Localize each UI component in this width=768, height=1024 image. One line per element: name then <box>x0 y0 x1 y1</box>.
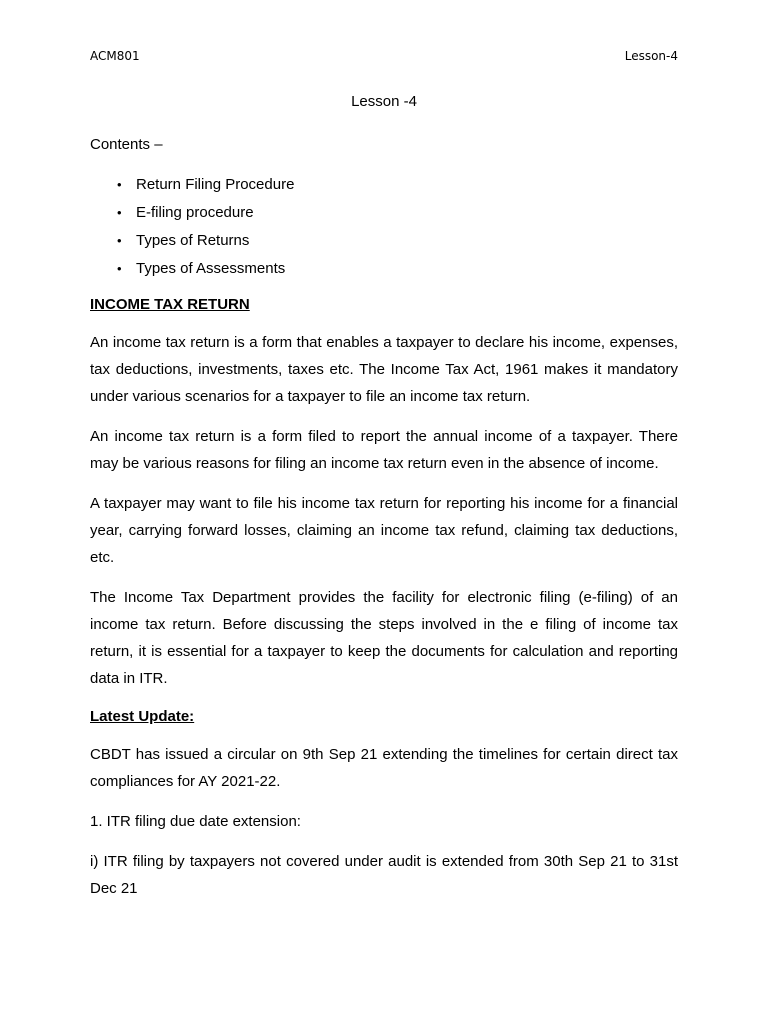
paragraph: An income tax return is a form filed to report the annual income of a taxpayer. There may be various reasons for filing an income tax return even in the absence of income. <box>90 428 678 472</box>
contents-label: Contents – <box>90 136 163 153</box>
list-item <box>90 255 678 283</box>
paragraph: CBDT has issued a circular on 9th Sep 21 extending the timelines for certain direct tax compliances for AY 2021-22. <box>90 746 678 790</box>
page-header <box>90 47 678 65</box>
bullet-icon: • <box>117 233 122 248</box>
header-course-code: ACM801 <box>90 49 140 63</box>
list-item-label: Types of Returns <box>136 232 250 249</box>
paragraph: An income tax return is a form that enables a taxpayer to declare his income, expenses, tax deductions, investments, taxes etc. The Income Tax Act, 1961 makes it mandatory under various scenarios for a taxpayer to file an income tax return. <box>90 334 678 405</box>
section-heading-income-tax-return: INCOME TAX RETURN <box>90 296 250 313</box>
contents-list <box>90 171 678 283</box>
list-item <box>90 171 678 199</box>
list-item <box>90 199 678 227</box>
bullet-icon: • <box>117 261 122 276</box>
bullet-icon: • <box>117 177 122 192</box>
paragraph: 1. ITR filing due date extension: <box>90 813 301 830</box>
section-heading-latest-update: Latest Update: <box>90 708 195 725</box>
list-item <box>90 227 678 255</box>
paragraph: A taxpayer may want to file his income tax return for reporting his income for a financial year, carrying forward losses, claiming an income tax refund, claiming tax deductions, etc. <box>90 495 678 566</box>
header-lesson-label: Lesson-4 <box>624 49 678 63</box>
bullet-icon: • <box>117 205 122 220</box>
document-body <box>90 131 678 915</box>
page-title: Lesson -4 <box>351 93 417 110</box>
paragraph: The Income Tax Department provides the facility for electronic filing (e-filing) of an income tax return. Before discussing the steps involved in the e filing of income tax return, it is essential for a taxpayer to keep the documents for calculation and reporting data in ITR. <box>90 589 678 687</box>
paragraph: i) ITR filing by taxpayers not covered under audit is extended from 30th Sep 21 to 31st Dec 21 <box>90 853 678 897</box>
list-item-label: Types of Assessments <box>136 260 286 277</box>
list-item-label: E-filing procedure <box>136 204 254 221</box>
list-item-label: Return Filing Procedure <box>136 176 295 193</box>
